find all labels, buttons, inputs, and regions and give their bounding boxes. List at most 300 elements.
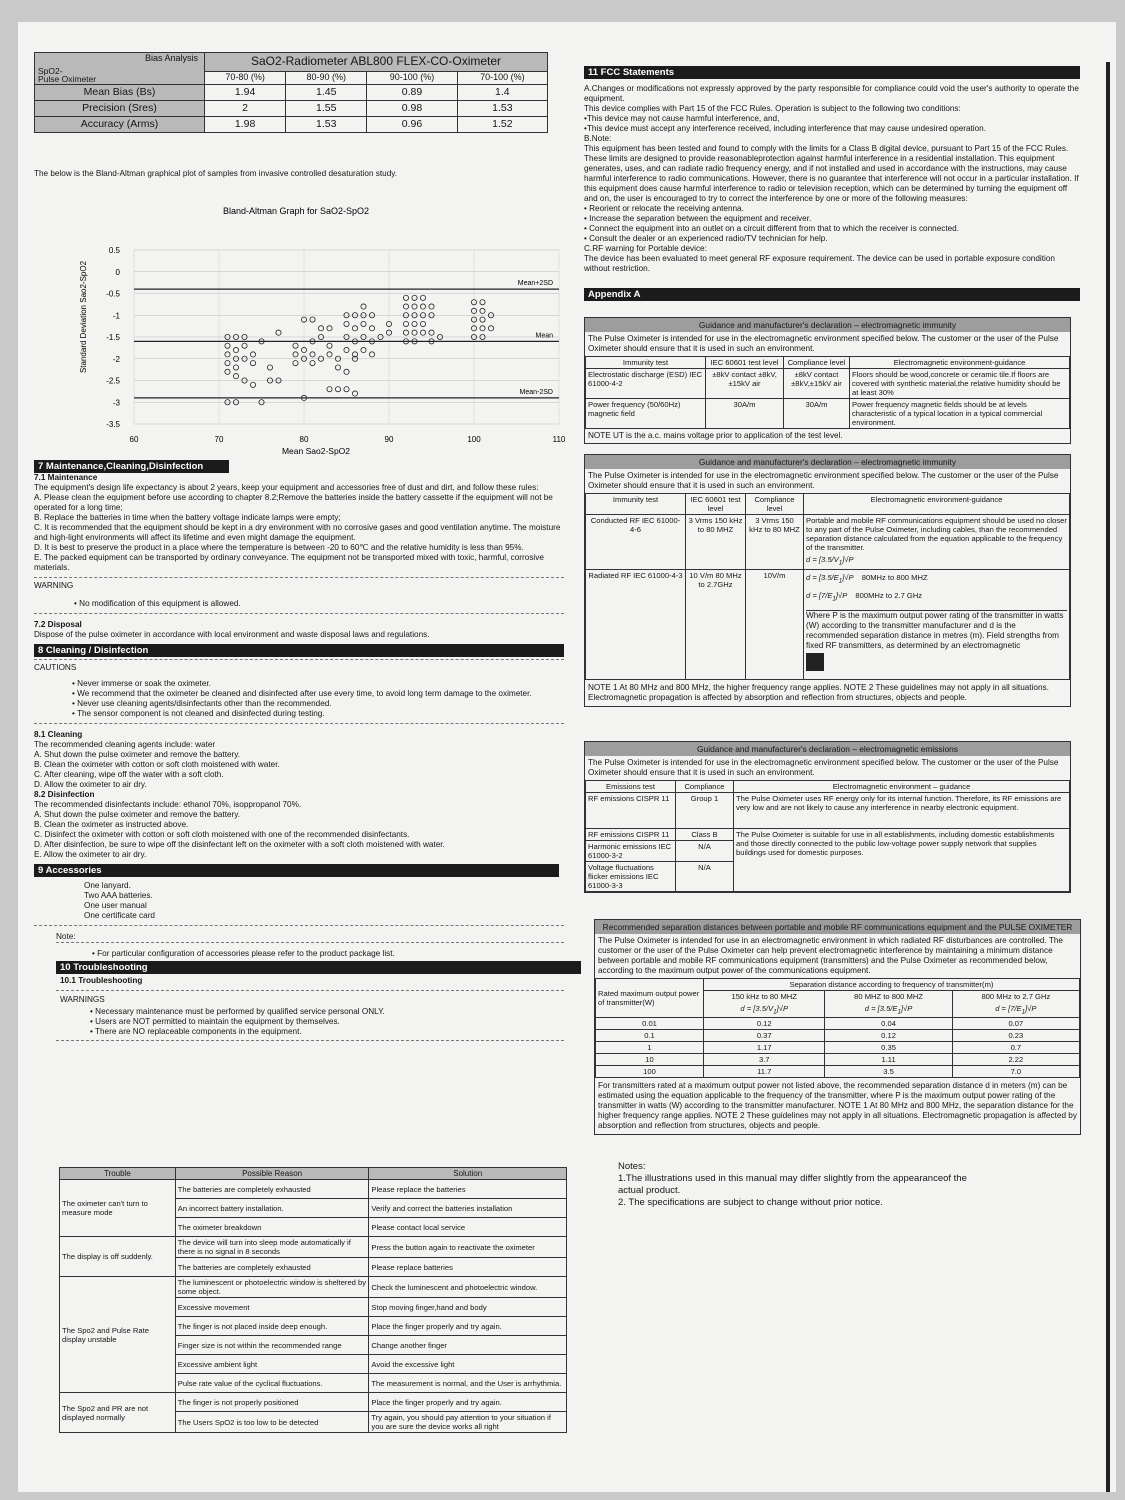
t3-compliance: N/A [676,840,734,861]
warnings-list [90,1007,564,1037]
section-72-text: Dispose of the pulse oximeter in accordance with local environment and waste disposal laws and regulations. [34,630,430,639]
data-point [369,352,374,357]
separation-table [594,919,1081,1136]
where-text: Where P is the maximum output power rating of the transmitter in watts (W) according to the transmitter manufacturer and d is the recommended separation distance in metres (m). Field strengths from fixed RF transmitters, as determined by an electromagnetic [806,610,1067,651]
data-point [233,347,238,352]
disinfection-step [34,820,564,830]
freq-80-800: 80MHz to 800 MHZ [861,572,928,582]
ts-reason: The finger is not placed inside deep enough. [175,1317,369,1336]
y-tick-label: -1 [112,311,120,321]
data-point [335,365,340,370]
immunity-table-1 [584,317,1071,444]
t4-cell: 7.0 [952,1066,1079,1078]
t1-row [586,369,1070,399]
t3-guidance: The Pulse Oximeter is suitable for use in all establishments, including domestic establishments and those directly connected to the public low-voltage power supply network that supplies buildings used for domestic purposes. [734,828,1070,891]
ts-solution: Verify and correct the batteries installation [369,1199,567,1218]
ts-trouble: The oximeter can't turn to measure mode [60,1180,176,1237]
data-point [480,326,485,331]
ts-reason: Excessive ambient light [175,1355,369,1374]
bias-value: 1.45 [286,85,367,101]
caution-item: • Never use cleaning agents/disinfectants other than the recommended. [72,699,332,708]
bias-range-3: 70-100 (%) [457,72,547,85]
t1-cell: ±8kV contact ±8kV,±15kV air [706,369,784,399]
t1-col-header: Compliance level [784,357,850,369]
ts-reason: The batteries are completely exhausted [175,1180,369,1199]
disinfection-step [34,810,564,820]
data-point [276,330,281,335]
fcc-line: • Reorient or relocate the receiving antenna. [584,204,744,213]
fcc-line: A.Changes or modifications not expressly approved by the party responsible for compliance could void the user's authority to operate the equipment. [584,84,1079,103]
maintenance-item-text: C. It is recommended that the equipment should be kept in a dry environment with no corrosive gases and good ventilation anytime. The moisture and high-light environments will affect its lifetime and even might damage the equipment. [34,523,561,542]
data-point [420,304,425,309]
bias-row [35,117,548,133]
t1-row [586,399,1070,429]
t4-grid [595,978,1080,1079]
immunity-table-2 [584,454,1071,707]
ts-solution: Check the luminescent and photoelectric window. [369,1277,567,1298]
disinfection-step-text: D. After disinfection, be sure to wipe off the disinfectant left on the oximeter with a soft cloth moistened with water. [34,840,445,849]
notes-title: Notes: [618,1161,646,1173]
t4-cell: 0.1 [596,1030,704,1042]
data-point [242,343,247,348]
note-line-text: 2. The specifications are subject to change without prior notice. [618,1197,883,1209]
ref-line-label: Mean [535,332,553,340]
maintenance-item [34,493,564,513]
bias-analysis-table [34,52,548,133]
warning-item: • Users are NOT permitted to maintain the equipment by themselves. [90,1017,340,1026]
data-point [344,369,349,374]
t2-cell: Portable and mobile RF communications equipment should be used no closer to any part of the Pulse Oximeter, including cables, than the recommended separation distance calculated from the equation applicable to the frequency of the transmitter. $d = [3.5/V_1]√P$ [804,515,1070,570]
section-81-intro: The recommended cleaning agents include: water [34,740,216,749]
ts-row [60,1393,567,1412]
t1-note: NOTE UT is the a.c. mains voltage prior to application of the test level. [588,431,843,440]
maintenance-item [34,543,564,553]
cleaning-step [34,760,564,770]
disinfection-step-text: A. Shut down the pulse oximeter and remove the battery. [34,810,241,819]
t3-row [586,828,1070,840]
t4-cell: 2.22 [952,1054,1079,1066]
t4-sep-header: Separation distance according to frequency of transmitter(m) [704,978,1080,990]
t4-cell: 10 [596,1054,704,1066]
t3-grid [585,780,1070,892]
warning-item-text: There are NO replaceable components in the equipment. [95,1027,302,1036]
fcc-line: • Consult the dealer or an experienced radio/TV technician for help. [584,234,828,243]
data-point [361,304,366,309]
caution-item-text: Never use cleaning agents/disinfectants other than the recommended. [77,699,332,708]
ts-reason: Finger size is not within the recommended range [175,1336,369,1355]
maintenance-item [34,513,564,523]
bias-range-1: 80-90 (%) [286,72,367,85]
accessory-item-text: Two AAA batteries. [84,891,153,900]
t2-conducted-row [586,515,1070,570]
formula-800-2700: $d = [7/E_1]√P$ 800MHz to 2.7 GHz [806,591,923,603]
y-tick-label: -2.5 [106,376,120,386]
cautions-list [72,679,564,719]
accessory-item [84,891,564,901]
ts-header: Solution [369,1168,567,1180]
formula-conducted: $d = [3.5/V_1]√P$ [806,555,854,567]
fcc-line: • Connect the equipment into an outlet on a circuit different from that to which the receiver is connected. [584,224,960,233]
y-tick-label: -2 [112,354,120,364]
bias-value: 0.98 [367,101,457,117]
t4-formula: $d = [3.5/E_1]√P$ [864,1003,913,1016]
data-point [403,304,408,309]
section-81-list [34,750,564,790]
t1-header: Guidance and manufacturer's declaration – electromagnetic immunity [585,318,1070,332]
data-point [327,326,332,331]
t1-header-row [586,357,1070,369]
fcc-line: The device has been evaluated to meet general RF exposure requirement. The device can be used in portable exposure condition without restriction. [584,254,1055,273]
data-point [344,321,349,326]
bias-corner-cell [35,53,205,85]
t4-freq-label: 800 MHz to 2.7 GHz [981,991,1051,1001]
t4-cell: 0.04 [825,1018,952,1030]
ts-reason: The batteries are completely exhausted [175,1258,369,1277]
data-point [344,347,349,352]
bias-corner-top: Bias Analysis [144,53,198,63]
t2-col-header: Electromagnetic environment-guidance [804,494,1070,515]
accessory-item [84,901,564,911]
t3-compliance: N/A [676,861,734,891]
data-point [225,352,230,357]
sheet-edge [1106,62,1110,1492]
emissions-table [584,741,1071,893]
t2-cell: Radiated RF IEC 61000-4-3 [586,569,686,679]
bias-range-0: 70-80 (%) [205,72,286,85]
chart-ticks [106,246,566,444]
bias-value: 1.53 [286,117,367,133]
t3-compliance: Class B [676,828,734,840]
t2-cell: Conducted RF IEC 61000-4-6 [586,515,686,570]
y-tick-label: 0.5 [108,246,120,255]
t2-cell: 3 Vrms 150 kHz to 80 MHZ [686,515,746,570]
note-item-text: For particular configuration of accessories please refer to the product package list. [97,949,395,958]
t2-radiated-row [586,569,1070,679]
t4-cell: 1.11 [825,1054,952,1066]
caution-item: • The sensor component is not cleaned and disinfected during testing. [72,709,325,718]
data-point [267,365,272,370]
data-point [352,326,357,331]
ts-solution: Stop moving finger,hand and body [369,1298,567,1317]
section-71-intro: The equipment's design life expectancy is about 2 years, keep your equipment and accessories free of dust and dirt, and follow these rules: [34,483,539,492]
left-column [34,52,582,1482]
t4-cell: 0.23 [952,1030,1079,1042]
t3-col-header: Emissions test [586,780,676,792]
t1-intro: The Pulse Oximeter is intended for use in the electromagnetic environment specified below. The customer or the user of the Pulse Oximeter should ensure that it is used in such an environment. [588,334,1059,353]
data-point [335,387,340,392]
t3-test: RF emissions CISPR 11 [586,792,676,828]
fcc-line: This equipment has been tested and found to comply with the limits for a Class B digital device, pursuant to Part 15 of the FCC Rules. These limits are designed to provide reasonableprotection against harmful interference in a residential installation. This equipment generates, uses, and can radiate radio frequency energy, and if not installed and used in accordance with the instructions, may cause harmful interference to radio communications. However, there is no guarantee that interference will not occur in a particular installation. If this equipment does cause harmful interference to radio or television reception, which can be determined by turning the equipment off and on, the user is encouraged to try to correct the interference by one or more of the following measures: [584,144,1079,203]
maintenance-item-text: B. Replace the batteries in time when the battery voltage indicate lamps were empty; [34,513,341,522]
disinfection-step-text: E. Allow the oximeter to air dry. [34,850,147,859]
t4-cell: 0.12 [704,1018,825,1030]
y-tick-label: -1.5 [106,333,120,342]
ts-solution: Avoid the excessive light [369,1355,567,1374]
t4-cell: 100 [596,1066,704,1078]
t3-compliance: Group 1 [676,792,734,828]
t2-cell: 3 Vrms 150 kHz to 80 MHZ [746,515,804,570]
cleaning-step-text: A. Shut down the pulse oximeter and remove the battery. [34,750,241,759]
right-column [584,66,1104,1466]
section-72-title: 7.2 Disposal [34,620,82,629]
bias-range-2: 90-100 (%) [367,72,457,85]
t2-col-header: IEC 60601 test level [686,494,746,515]
maintenance-item-text: D. It is best to preserve the product in a place where the temperature is between -20 to 60℃ and the relative humidity is less than 95%. [34,543,524,552]
bias-value: 1.53 [457,101,547,117]
t1-cell: 30A/m [706,399,784,429]
t4-cell: 3.7 [704,1054,825,1066]
cleaning-step-text: B. Clean the oximeter with cotton or soft cloth moistened with water. [34,760,280,769]
t4-formula: $d = [3.5/V_1]√P$ [740,1003,789,1016]
data-point [429,330,434,335]
t3-row [586,792,1070,828]
t2-col-header: Immunity test [586,494,686,515]
data-point [327,387,332,392]
t3-guidance: The Pulse Oximeter uses RF energy only for its internal function. Therefore, its RF emissions are very low and are not likely to cause any interference in nearby electronic equipment. [734,792,1070,828]
t2-grid [585,493,1070,680]
note-line-text: 1.The illustrations used in this manual may differ slightly from the appearanceof the actual product. [618,1173,967,1197]
cleaning-step [34,780,564,790]
data-point [233,365,238,370]
warnings-label: WARNINGS [60,995,105,1004]
bias-value: 0.96 [367,117,457,133]
maintenance-item-text: A. Please clean the equipment before use according to chapter 8.2;Remove the batteries inside the battery cassette if the equipment will not be operated for a long time; [34,493,553,512]
maintenance-item-text: E. The packed equipment can be transported by ordinary conveyance. The equipment not be transported mixed with toxic, harmful, corrosive materials. [34,553,544,572]
ts-row [60,1237,567,1258]
t3-test: Harmonic emissions IEC 61000-3-2 [586,840,676,861]
chart-ylabel: Standard Deviation Sao2-SpO2 [79,260,88,374]
x-tick-label: 70 [214,435,224,444]
ts-reason: Pulse rate value of the cyclical fluctuations. [175,1374,369,1393]
t4-formula: $d = [7/E_1]√P$ [995,1003,1037,1016]
bias-value: 1.52 [457,117,547,133]
fcc-line: •This device may not cause harmful interference, and, [584,114,780,123]
bias-value: 2 [205,101,286,117]
section-10-title: 10 Troubleshooting [56,961,581,974]
t1-cell: Power frequency (50/60Hz) magnetic field [586,399,706,429]
ts-header: Possible Reason [175,1168,369,1180]
data-point [344,387,349,392]
note-label: Note: [56,932,76,941]
disinfection-step [34,850,564,860]
cautions-label: CAUTIONS [34,663,77,672]
t4-freq-label: 150 kHz to 80 MHZ [731,991,797,1001]
ts-trouble: The Spo2 and PR are not displayed normally [60,1393,176,1433]
x-tick-label: 60 [129,435,139,444]
fcc-line: •This device must accept any interference received, including interference that may cause undesired operation. [584,124,986,133]
ts-row [60,1277,567,1298]
disinfection-step [34,840,564,850]
warning-symbol-icon [806,653,824,671]
data-point [225,343,230,348]
fcc-body [584,84,1080,274]
accessory-item-text: One user manual [84,901,147,910]
bias-caption: The below is the Bland-Altman graphical plot of samples from invasive controlled desaturation study. [34,169,398,178]
data-point [310,352,315,357]
ts-solution: Press the button again to reactivate the oximeter [369,1237,567,1258]
data-point [233,374,238,379]
warning-item-text: No modification of this equipment is allowed. [79,599,241,608]
section-7 [34,460,564,1041]
t4-row [596,1054,1080,1066]
freq-800-2700: 800MHz to 2.7 GHz [855,591,923,601]
bias-value: 0.89 [367,85,457,101]
t4-cell: 11.7 [704,1066,825,1078]
ts-trouble: The Spo2 and Pulse Rate display unstable [60,1277,176,1393]
t4-row [596,1042,1080,1054]
data-point [361,347,366,352]
t2-header-row [586,494,1070,515]
ts-solution: Try again, you should pay attention to your situation if you are sure the device works all right [369,1412,567,1433]
t3-intro: The Pulse Oximeter is intended for use in the electromagnetic environment specified below. The customer or the user of the Pulse Oximeter should ensure that it is used in such an environment. [588,757,1059,777]
section-8-title: 8 Cleaning / Disinfection [34,644,564,657]
t3-col-header: Compliance [676,780,734,792]
chart-title: Bland-Altman Graph for SaO2-SpO2 [222,206,370,216]
data-point [429,304,434,309]
x-tick-label: 90 [384,435,394,444]
t3-test: RF emissions CISPR 11 [586,828,676,840]
t1-cell: 30A/m [784,399,850,429]
t1-col-header: Electromagnetic environment-guidance [850,357,1070,369]
data-point [403,330,408,335]
t4-cell: 3.5 [825,1066,952,1078]
note-item: • For particular configuration of accessories please refer to the product package list. [92,949,395,958]
t4-row [596,1030,1080,1042]
data-point [250,361,255,366]
t2-header: Guidance and manufacturer's declaration – electromagnetic immunity [585,455,1070,469]
maintenance-item [34,523,564,543]
section-82-intro: The recommended disinfectants include: ethanol 70%, isoppropanol 70%. [34,800,302,809]
accessory-item-text: One lanyard. [84,881,131,890]
data-point [412,295,417,300]
data-point [352,391,357,396]
bias-row-label: Accuracy (Arms) [35,117,205,133]
t4-row [596,1018,1080,1030]
note-line [618,1197,978,1209]
fcc-line: This device complies with Part 15 of the FCC Rules. Operation is subject to the following two conditions: [584,104,961,113]
bias-title: SaO2-Radiometer ABL800 FLEX-CO-Oximeter [205,53,548,72]
bias-value: 1.98 [205,117,286,133]
t3-col-header: Electromagnetic environment – guidance [734,780,1070,792]
accessory-item [84,881,564,891]
t2-notes: NOTE 1 At 80 MHz and 800 MHz, the higher frequency range applies. NOTE 2 These guidelines may not apply in all situations. Electromagnetic propagation is affected by absorption and reflection from structures, objects and people. [588,682,1049,702]
y-tick-label: 0 [115,267,120,277]
t2-cell: 10 V/m 80 MHz to 2.7GHz [686,569,746,679]
ts-header-row [60,1168,567,1180]
t2-intro: The Pulse Oximeter is intended for use in the electromagnetic environment specified below. The customer or the user of the Pulse Oximeter should ensure that it is used in such an environment. [588,471,1059,490]
accessory-item-text: One certificate card [84,911,155,920]
ts-solution: Change another finger [369,1336,567,1355]
ts-reason: The finger is not properly positioned [175,1393,369,1412]
data-point [403,321,408,326]
bias-row-label: Mean Bias (Bs) [35,85,205,101]
data-point [361,321,366,326]
t4-cell: 0.7 [952,1042,1079,1054]
data-point [310,361,315,366]
ts-reason: The Users SpO2 is too low to be detected [175,1412,369,1433]
section-7-title: 7 Maintenance,Cleaning,Disinfection [34,460,229,473]
bias-value: 1.4 [457,85,547,101]
section-81-title: 8.1 Cleaning [34,730,83,739]
notes-block [618,1161,978,1209]
t3-header: Guidance and manufacturer's declaration – electromagnetic emissions [585,742,1070,756]
disinfection-step-text: C. Disinfect the oximeter with cotton or soft cloth moistened with one of the recommended disinfectants. [34,830,410,839]
bias-value: 1.55 [286,101,367,117]
bland-altman-chart [34,192,564,462]
data-point [420,330,425,335]
cleaning-step-text: C. After cleaning, wipe off the water with a soft cloth. [34,770,224,779]
data-point [420,321,425,326]
note-line [618,1173,978,1197]
bias-row [35,101,548,117]
t4-freq-header [704,990,825,1018]
appendix-title: Appendix A [584,288,1080,301]
data-point [420,295,425,300]
t4-cell: 0.01 [596,1018,704,1030]
data-point [225,361,230,366]
t1-cell: Floors should be wood,concrete or ceramic tile.If floors are covered with synthetic material,the relative humidity should be at least 30% [850,369,1070,399]
caution-item-text: We recommend that the oximeter be cleaned and disinfected after use every time, to avoid long term damage to the oximeter. [77,689,532,698]
warning-item-text: Necessary maintenance must be performed by qualified service personal ONLY. [95,1007,385,1016]
disinfection-step-text: B. Clean the oximeter as instructed above. [34,820,189,829]
ts-reason: Excessive movement [175,1298,369,1317]
data-point [412,304,417,309]
data-point [327,352,332,357]
data-point [403,295,408,300]
t4-cell: 1.17 [704,1042,825,1054]
data-point [293,361,298,366]
t4-row [596,1066,1080,1078]
t4-freq-header [825,990,952,1018]
manual-sheet [18,22,1116,1492]
t4-cell: 0.12 [825,1030,952,1042]
bias-row-label: Precision (Sres) [35,101,205,117]
y-tick-label: -3 [112,398,120,408]
ts-solution: Place the finger properly and try again. [369,1393,567,1412]
t4-rated-header: Rated maximum output power of transmitter(W) [596,978,704,1018]
t4-cell: 0.07 [952,1018,1079,1030]
warning-item: • No modification of this equipment is allowed. [74,599,241,608]
data-point [310,317,315,322]
ts-reason: The oximeter breakdown [175,1218,369,1237]
notes-list [618,1173,978,1209]
bias-corner-bottom: SpO2- Pulse Oximeter [38,66,97,84]
x-tick-label: 100 [467,435,481,444]
fcc-title: 11 FCC Statements [584,66,1080,79]
t4-cell: 0.37 [704,1030,825,1042]
ts-solution: Place the finger properly and try again. [369,1317,567,1336]
t3-header-row [586,780,1070,792]
data-point [412,330,417,335]
ts-header: Trouble [60,1168,176,1180]
data-point [250,352,255,357]
data-point [318,326,323,331]
data-point [293,352,298,357]
data-point [480,308,485,313]
ts-solution: The measurement is normal, and the User is arrhythmia. [369,1374,567,1393]
maintenance-item [34,553,564,573]
accessory-item [84,911,564,921]
t1-cell: Power frequency magnetic fields should be at levels characteristic of a typical location in a typical commercial environment. [850,399,1070,429]
section-101-title: 10.1 Troubleshooting [60,976,143,985]
ts-reason: The device will turn into sleep mode automatically if there is no signal in 8 seconds [175,1237,369,1258]
chart-xlabel: Mean Sao2-SpO2 [281,446,351,456]
y-tick-label: -0.5 [106,289,120,299]
t2-col-header: Compliance level [746,494,804,515]
data-point [369,326,374,331]
ts-row [60,1180,567,1199]
section-71-title: 7.1 Maintenance [34,473,98,482]
